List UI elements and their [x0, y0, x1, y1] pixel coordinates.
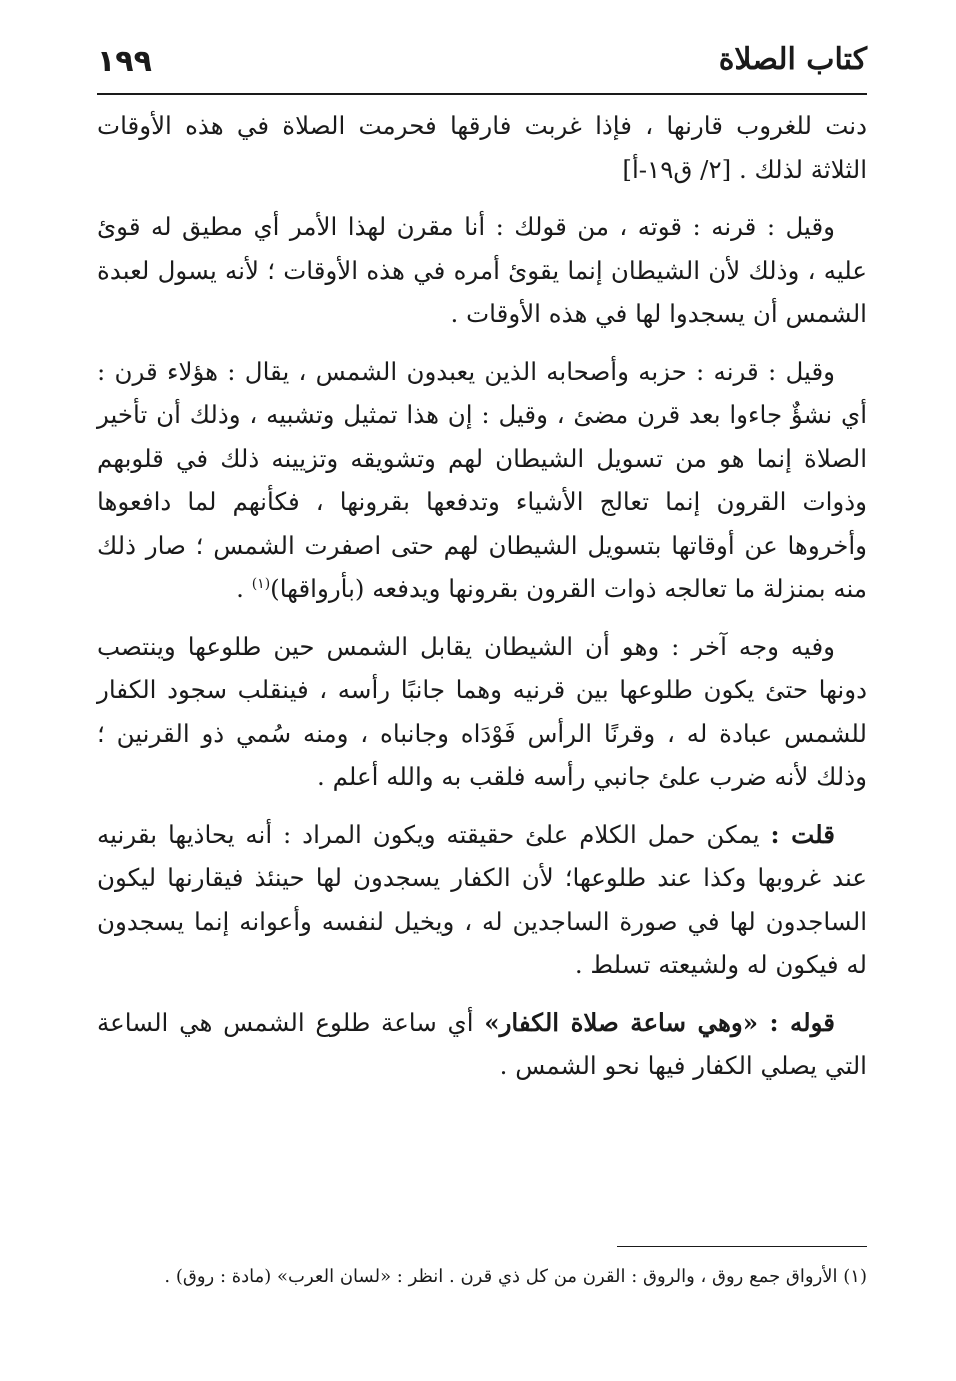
footnote-divider — [617, 1246, 867, 1247]
paragraph-5 — [97, 813, 867, 987]
page-header — [97, 34, 867, 92]
paragraph-3 — [97, 350, 867, 611]
footnote: (١) الأرواق جمع روق ، والروق : القرن من كل ذي قرن . انظر : «لسان العرب» (مادة : روق) . — [164, 1266, 867, 1287]
paragraph-2-text: وقيل : قرنه : قوته ، من قولك : أنا مقرن لهذا الأمر أي مطيق له قوئ عليه ، وذلك لأن الشيطان إنما يقوئ أمره في هذه الأوقات ؛ لأنه يسول لعبدة الشمس أن يسجدوا لها في هذه الأوقات . — [97, 212, 867, 328]
paragraph-6 — [97, 1001, 867, 1088]
running-title: كتاب الصلاة — [718, 42, 867, 77]
paragraph-5-lead: قلت : — [770, 819, 835, 849]
footnote-marker: (١) — [251, 575, 271, 592]
paragraph-4 — [97, 625, 867, 799]
page-number: ١٩٩ — [97, 44, 152, 79]
paragraph-6-lead: قوله : «وهي ساعة صلاة الكفار» — [484, 1007, 835, 1037]
paragraph-2 — [97, 205, 867, 336]
main-text — [97, 104, 867, 1102]
header-divider — [97, 93, 867, 95]
paragraph-3-text: وقيل : قرنه : حزبه وأصحابه الذين يعبدون الشمس ، يقال : هؤلاء قرن : أي نشؤٌ جاءوا بعد قرن مضئ ، وقيل : إن هذا تمثيل وتشبيه ، وذلك أن تأخير الصلاة إنما هو من تسويل الشيطان لهم وتشويقه وتزيينه ذلك في قلوبهم وذوات القرون إنما تعالج الأشياء وتدفعها بقرونها ، فكأنهم لما دافعوها وأخروها عن أوقاتها بتسويل الشيطان لهم حتى اصفرت الشمس ؛ صار ذلك منه بمنزلة ما تعالجه ذوات القرون بقرونها ويدفعه (بأرواقها) — [97, 356, 867, 603]
paragraph-4-text: وفيه وجه آخر : وهو أن الشيطان يقابل الشمس حين طلوعها وينتصب دونها حتئ يكون طلوعها بين قرنيه وهما جانبًا رأسه ، فينقلب سجود الكفار للشمس عبادة له ، وقرنًا الرأس فَوْدَاه وجانباه ، ومنه سُمي ذو القرنين ؛ وذلك لأنه ضرب علئ جانبي رأسه فلقب به والله أعلم . — [97, 631, 867, 791]
paragraph-1 — [97, 104, 867, 191]
paragraph-5-text: يمكن حمل الكلام علئ حقيقته ويكون المراد : أنه يحاذيها بقرنيه عند غروبها وكذا عند طلوعها؛ لأن الكفار يسجدون لها حينئذ فيقارنها ليكون الساجدون لها في صورة الساجدين له ، ويخيل لنفسه وأعوانه إنما يسجدون له فيكون له ولشيعته تسلط . — [97, 819, 867, 979]
paragraph-3-tail: . — [236, 574, 252, 603]
paragraph-1-text: دنت للغروب قارنها ، فإذا غربت فارقها فحرمت الصلاة في هذه الأوقات الثلاثة لذلك . [٢/ ق١٩-أ] — [97, 111, 867, 184]
paragraph-6-text: أي ساعة طلوع الشمس هي الساعة التي يصلي الكفار فيها نحو الشمس . — [97, 1007, 867, 1080]
